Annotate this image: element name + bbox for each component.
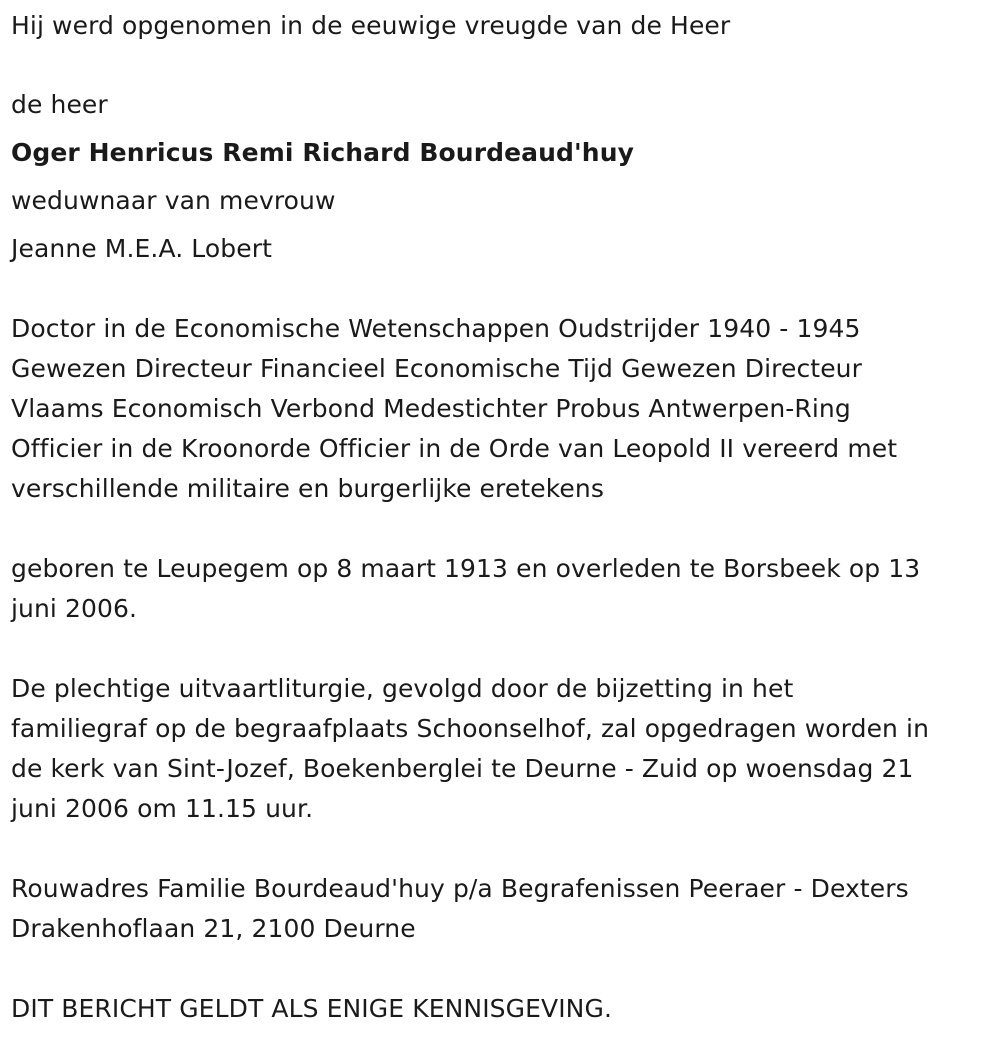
titles-line: verschillende militaire en burgerlijke eretekens [11,474,604,503]
titles-line: Vlaams Economisch Verbond Medestichter Probus Antwerpen-Ring [11,394,851,423]
birth-death-line: geboren te Leupegem op 8 maart 1913 en overleden te Borsbeek op 13 [11,554,921,583]
intro-text: Hij werd opgenomen in de eeuwige vreugde van de Heer [11,11,731,40]
birth-death-paragraph [11,549,920,629]
closing-notice: DIT BERICHT GELDT ALS ENIGE KENNISGEVING. [11,994,612,1023]
titles-paragraph [11,309,897,509]
title-prefix: de heer [11,90,108,119]
funeral-paragraph [11,669,929,829]
funeral-line: familiegraf op de begraafplaats Schoonselhof, zal opgedragen worden in [11,714,930,743]
titles-line: Officier in de Kroonorde Officier in de Orde van Leopold II vereerd met [11,434,898,463]
address-line: Rouwadres Familie Bourdeaud'huy p/a Begrafenissen Peeraer - Dexters [11,874,909,903]
funeral-line: juni 2006 om 11.15 uur. [11,794,314,823]
funeral-line: de kerk van Sint-Jozef, Boekenberglei te Deurne - Zuid op woensdag 21 [11,754,914,783]
spouse-name: Jeanne M.E.A. Lobert [11,234,273,263]
funeral-line: De plechtige uitvaartliturgie, gevolgd door de bijzetting in het [11,674,794,703]
address-paragraph [11,869,909,949]
titles-line: Doctor in de Economische Wetenschappen Oudstrijder 1940 - 1945 [11,314,861,343]
deceased-name: Oger Henricus Remi Richard Bourdeaud'huy [11,138,634,167]
relation-text: weduwnaar van mevrouw [11,186,336,215]
address-line: Drakenhoflaan 21, 2100 Deurne [11,914,416,943]
birth-death-line: juni 2006. [11,594,138,623]
titles-line: Gewezen Directeur Financieel Economische Tijd Gewezen Directeur [11,354,863,383]
